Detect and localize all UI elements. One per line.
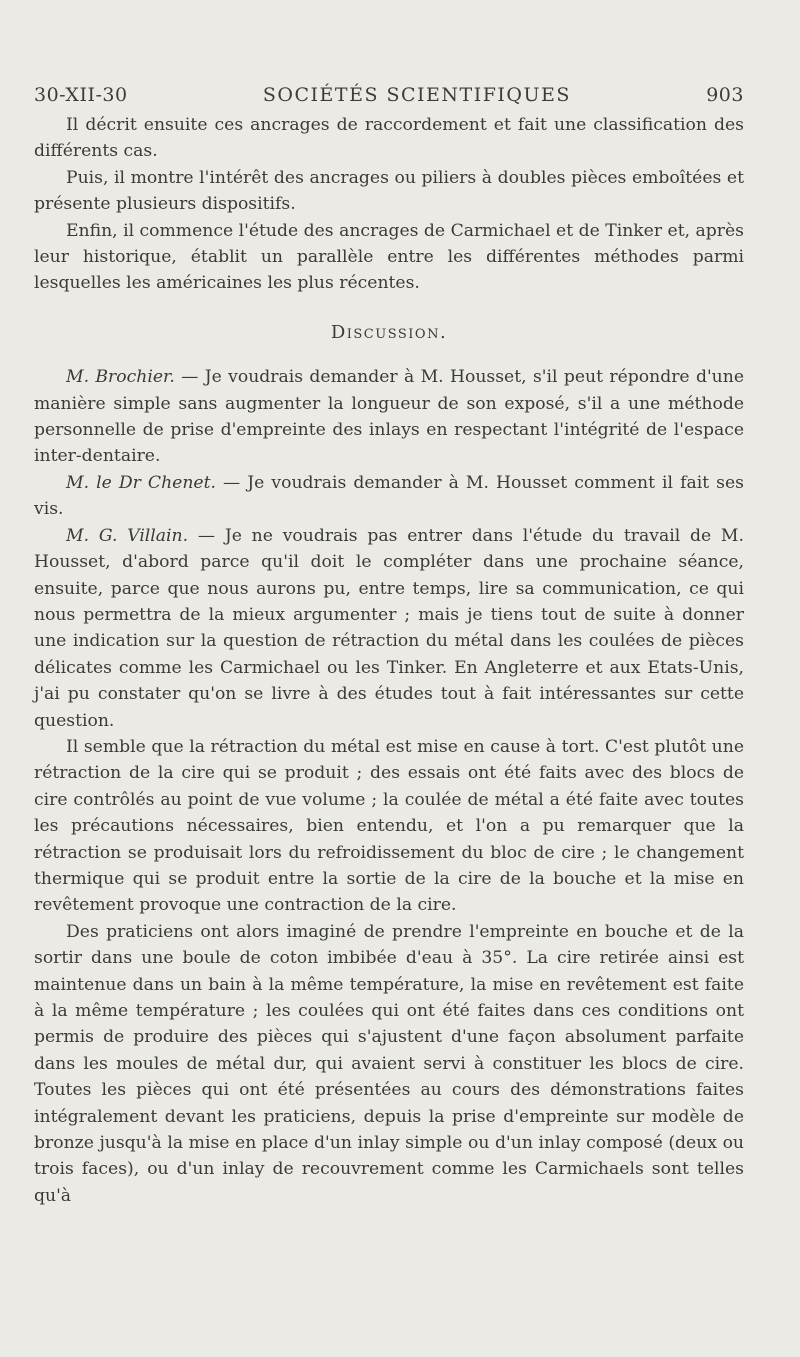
section-title: Discussion. (330, 321, 448, 343)
body-text (34, 112, 744, 1209)
discussion-paragraph (34, 470, 744, 523)
paragraph: Il semble que la rétraction du métal est mise en cause à tort. C'est plutôt une rétraction de la cire qui se produit ; des essais ont été faits avec des blocs de cire contrôlés au point de vue volume ; la coulée de métal a été faite avec toutes les précautions nécessaires, bien entendu, et l'on a pu remarquer que la rétraction se produisait lors du refroidissement du bloc de cire ; le changement thermique qui se produit entre la sortie de la cire de la bouche et la mise en revêtement provoque une contraction de la cire. (34, 736, 744, 916)
discussion-paragraph (34, 523, 744, 734)
page-number: 903 (706, 84, 744, 106)
running-header (34, 84, 744, 106)
discussion-paragraph (34, 364, 744, 470)
speaker-text: — Je ne voudrais pas entrer dans l'étude du travail de M. Housset, d'abord parce qu'il doit le compléter dans une prochaine séance, ensuite, parce que nous aurons pu, entre temps, lire sa communication, ce qui nous permettra de la mieux argumenter ; mais je tiens tout de suite à donner une indication sur la question de rétraction du métal dans les coulées de pièces délicates comme les Carmichael ou les Tinker. En Angleterre et aux Etats-Unis, j'ai pu constater qu'on se livre à des études tout à fait intéressantes sur cette question. (34, 525, 744, 731)
paragraph: Des praticiens ont alors imaginé de prendre l'empreinte en bouche et de la sortir dans une boule de coton imbibée d'eau à 35°. La cire retirée ainsi est maintenue dans un bain à la même température, la mise en revêtement est faite à la même température ; les coulées qui ont été faites dans ces conditions ont permis de produire des pièces qui s'ajustent d'une façon absolument parfaite dans les moules de métal dur, qui avaient servi à constituer les blocs de cire. Toutes les pièces qui ont été présentées au cours des démonstrations faites intégralement devant les praticiens, depuis la prise d'empreinte sur modèle de bronze jusqu'à la mise en place d'un inlay simple ou d'un inlay composé (deux ou trois faces), ou d'un inlay de recouvrement comme les Carmichaels sont telles qu'à (34, 921, 744, 1206)
speaker-name: M. le Dr Chenet. (66, 472, 216, 493)
header-title: SOCIÉTÉS SCIENTIFIQUES (262, 84, 571, 106)
speaker-text: — Je voudrais demander à M. Housset, s'il peut répondre d'une manière simple sans augmenter la longueur de son exposé, s'il a une méthode personnelle de prise d'empreinte des inlays en respectant l'intégrité de l'espace inter-dentaire. (34, 367, 744, 467)
speaker-text: — Je voudrais demander à M. Housset comment il fait ses vis. (34, 472, 744, 520)
speaker-name: M. Brochier. (66, 367, 175, 388)
header-date: 30-XII-30 (34, 84, 128, 106)
speaker-name: M. G. Villain. (66, 525, 189, 546)
paragraph: Il décrit ensuite ces ancrages de raccordement et fait une classification des différents cas. (34, 115, 744, 162)
paragraph: Enfin, il commence l'étude des ancrages de Carmichael et de Tinker et, après leur historique, établit un parallèle entre les différentes méthodes parmi lesquelles les américaines les plus récentes. (34, 220, 744, 294)
paragraph: Puis, il montre l'intérêt des ancrages ou piliers à doubles pièces emboîtées et présente plusieurs dispositifs. (34, 167, 744, 215)
